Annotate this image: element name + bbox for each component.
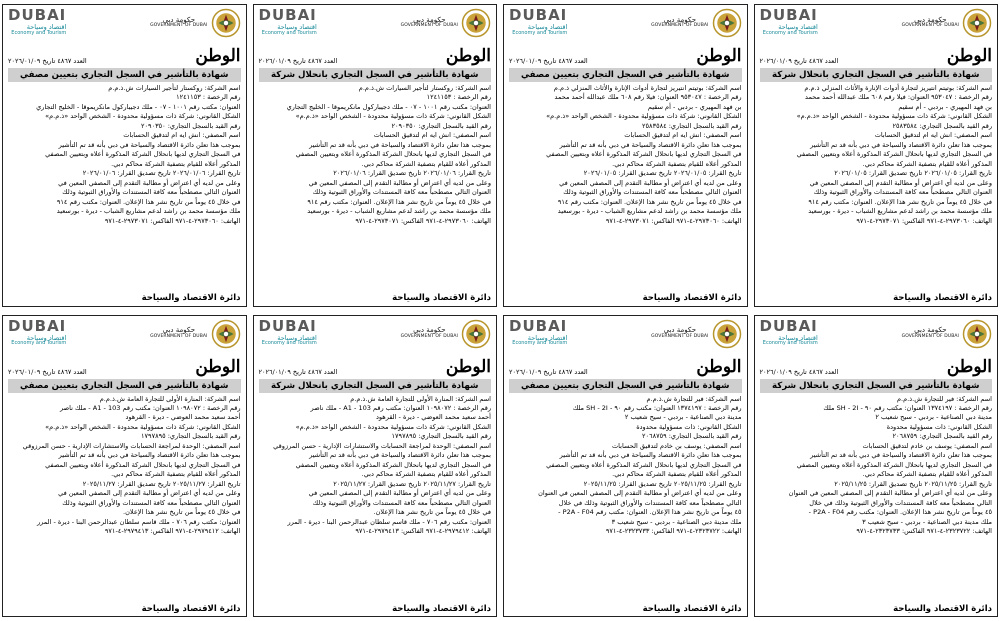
notice-line: اسم المصفي: يوسف بن خادم لتدقيق الحسابات — [611, 441, 742, 450]
notice-line: وعلى من لديه أي اعتراض أو مطالبة التقدم إلى المصفي المعين في — [58, 489, 241, 498]
notice-line: في خلال ٤٥ يوماً من تاريخ نشر هذا الإعلان. — [123, 508, 241, 517]
notice-line: اسم الشركة: بوتيتم انتيريز لتجارة أدوات الإنارة والأثاث المنزلي ذ.م.م — [804, 84, 992, 92]
notice-header — [259, 8, 492, 46]
notice-line: الهاتف: ٢٩٧٩٤١٢-٤-٩٧١ الفاكس: ٢٩٧٩٤١٣-٤-٩٧١ — [104, 527, 241, 536]
notice-header — [509, 316, 742, 357]
notice-line: بن فهد المهيري - بردبي - أم سقيم — [647, 102, 742, 111]
notice-line: في خلال ٤٥ يوماً من تاريخ نشر هذا الإعلان. العنوان: مكتب رقم ٩١٤ — [808, 197, 992, 206]
notice-line: تاريخ القرار: ٢٠٢٥/١١/٢٧ تاريخ تصديق القرار: ٢٠٢٥/١١/٢٧ — [82, 479, 241, 488]
notice-headline: شهادة بالتأشير في السجل التجاري بتعيين مصفي — [8, 379, 241, 393]
notice-line: تاريخ القرار: ٢٠٢٥/١١/٢٧ تاريخ تصديق القرار: ٢٠٢٥/١١/٢٧ — [333, 479, 491, 488]
notice-footer: دائرة الاقتصاد والسياحة — [893, 293, 992, 304]
notice-body — [509, 82, 742, 294]
dubai-emblem-icon — [712, 319, 742, 349]
notice-line: الهاتف: ٢٣٢٣٧٢٢-٤-٩٧١ الفاكس: ٢٣٢٣٧٣٣-٤-٩٧١ — [856, 527, 992, 536]
notice-line: بموجب هذا تعلن دائرة الاقتصاد والسياحة في دبي بأنه قد تم التأشير — [559, 140, 742, 149]
notice-line: المذكور أعلاه للقيام بتصفية الشركة محاكم دبي. — [862, 470, 992, 479]
notice-line: رقم الرخصة : ١٣٧٤١٩٧ العنوان: مكتب رقم ٩٠ - SH - 2I ملك — [823, 403, 992, 412]
notice-line: العنوان التالي مصطحباً معه كافة المستندات والأوراق الثبوتية وذلك — [563, 188, 742, 197]
issue-date: تاريخ ٢٠٢٦/٠١/٠٩ — [759, 367, 807, 376]
notice-line: بموجب هذا تعلن دائرة الاقتصاد والسياحة في دبي بأنه قد تم التأشير — [58, 140, 241, 149]
issue-info — [259, 57, 338, 65]
notice-line: تاريخ القرار: ٢٠٢٥/١١/٢٥ تاريخ تصديق القرار: ٢٠٢٥/١١/٢٥ — [583, 479, 742, 488]
notice-line: في خلال ٤٥ يوماً من تاريخ نشر هذا الإعلان. العنوان: مكتب رقم ٩١٤ — [307, 197, 491, 206]
notice-line: أحمد سعيد محمد العوضي - ديرة - القرهود — [125, 413, 241, 422]
notice-card — [253, 315, 498, 618]
notice-line: الشكل القانوني: شركة ذات مسؤولية محدودة - الشخص الواحد «ذ.م.م» — [796, 112, 992, 121]
notice-body — [760, 393, 993, 605]
dubai-economy-tourism-logo — [258, 316, 317, 347]
government-of-dubai-logo — [150, 319, 240, 349]
government-of-dubai-logo — [651, 8, 741, 38]
notice-header — [258, 316, 492, 357]
notice-line: التالي مصطحباً معه كافة المستندات والأوراق الثبوتية وذلك في خلال — [809, 498, 992, 507]
notice-line: بن فهد المهيري - بردبي - أم سقيم — [898, 102, 992, 111]
government-of-dubai-logo — [150, 8, 240, 38]
notice-line: رقم الرخصة : ٩٥٣٠٤٧ العنوان: فيلا رقم ٦٠٨ ملك عبدالله أحمد محمد — [554, 93, 742, 102]
notice-line: في السجل التجاري لديها بانحلال الشركة المذكورة أعلاه وبتعيين المصفي — [796, 460, 992, 469]
notice-line: رقم القيد بالسجل التجاري: ١٧٩٧٨٩٥ — [141, 432, 241, 441]
notice-line: اسم المصفي: الوحدة لمراجعة الحسابات والاستشارات الإدارية - حسن المرزوقي — [273, 441, 491, 450]
dubai-logo-ar: اقتصاد وسياحة — [277, 23, 317, 31]
notice-line: اسم الشركة: روكستار لتأجير السيارات ش.ذ.م.م — [108, 84, 241, 92]
gov-name-en: GOVERNMENT OF DUBAI — [150, 23, 208, 29]
notice-line: تاريخ القرار: ٢٠٢٥/١١/٢٥ تاريخ تصديق القرار: ٢٠٢٥/١١/٢٥ — [834, 479, 992, 488]
notice-line: اسم الشركة: فير للتجارة ش.ذ.م.م — [646, 394, 742, 403]
notice-line: الشكل القانوني: شركة ذات مسؤولية محدودة - الشخص الواحد «ذ.م.م» — [295, 422, 491, 431]
notice-line: رقم القيد بالسجل التجاري: ٢٠٩٠٣٥٠ — [141, 121, 241, 130]
notice-footer: دائرة الاقتصاد والسياحة — [141, 293, 241, 304]
issue-date: تاريخ ٢٠٢٦/٠١/٠٩ — [258, 367, 306, 376]
gov-name-ar: حكومة دبي — [413, 326, 446, 335]
notice-line: العنوان التالي مصطحباً معه كافة المستندات والأوراق الثبوتية وذلك — [312, 498, 491, 507]
notice-line: مدينة دبي الصناعية - بردبي - سيح شعيب ٢ — [875, 413, 992, 422]
notice-line: بموجب هذا تعلن دائرة الاقتصاد والسياحة في دبي بأنه قد تم التأشير — [810, 140, 992, 149]
dubai-economy-tourism-logo — [759, 316, 818, 347]
gov-name-en: GOVERNMENT OF DUBAI — [651, 333, 709, 339]
gov-name-ar: حكومة دبي — [413, 15, 446, 24]
notice-body — [8, 82, 241, 294]
newspaper-name: الوطن — [946, 356, 992, 377]
notice-headline: شهادة بالتأشير في السجل التجاري بتعيين مصفي — [509, 68, 742, 82]
notice-line: ملك مدينة دبي الصناعية - بردبي - سيح شعيب ٣ — [611, 517, 742, 526]
notice-line: الشكل القانوني: شركة ذات مسؤولية محدودة - الشخص الواحد «ذ.م.م» — [45, 112, 241, 121]
notice-line: في خلال ٤٥ يوماً من تاريخ نشر هذا الإعلان. العنوان: مكتب رقم ٩١٤ — [56, 197, 241, 206]
notice-line: رقم الرخصة : ١٢٤١١٥٣ — [426, 93, 491, 102]
gov-name-ar: حكومة دبي — [663, 326, 697, 335]
dubai-emblem-icon — [461, 8, 491, 38]
notice-line: بموجب هذا تعلن دائرة الاقتصاد والسياحة في دبي بأنه قد تم التأشير — [309, 451, 491, 460]
notice-line: وعلى من لديه أي اعتراض أو مطالبة التقدم إلى المصفي المعين في — [308, 489, 491, 498]
gov-name-en: GOVERNMENT OF DUBAI — [150, 333, 208, 339]
masthead — [509, 356, 742, 377]
notice-body — [509, 393, 742, 605]
issue-info — [509, 57, 588, 65]
notice-line: اسم المصفي: انش ايه ام لتدقيق الحسابات — [874, 131, 992, 140]
issue-date: تاريخ ٢٠٢٦/٠١/٠٩ — [258, 57, 306, 65]
dubai-logo-text: DUBAI — [8, 316, 67, 335]
dubai-logo-ar: اقتصاد وسياحة — [26, 333, 67, 342]
dubai-emblem-icon — [211, 319, 241, 349]
notice-headline: شهادة بالتأشير في السجل التجاري بتعيين مصفي — [509, 379, 742, 393]
gov-name-ar: حكومة دبي — [914, 15, 947, 24]
notice-line: العنوان التالي مصطحباً معه كافة المستندات والأوراق الثبوتية وذلك — [62, 188, 241, 197]
notice-line: العنوان: مكتب رقم ٧٠٦ - ملك قاسم سلطان عبدالرحمن البنا - ديرة - المرر — [36, 517, 241, 526]
dubai-logo-en: Economy and Tourism — [762, 29, 818, 36]
notice-footer: دائرة الاقتصاد والسياحة — [392, 293, 491, 304]
notice-line: العنوان التالي مصطحباً معه كافة المستندات والأوراق الثبوتية وذلك — [62, 498, 241, 507]
notice-footer: دائرة الاقتصاد والسياحة — [893, 603, 992, 614]
notice-line: العنوان التالي مصطحباً معه كافة المستندات والأوراق الثبوتية وذلك — [813, 188, 992, 197]
dubai-logo-text: DUBAI — [258, 316, 317, 335]
notice-line: في السجل التجاري لديها بانحلال الشركة المذكورة أعلاه وبتعيين المصفي — [45, 150, 241, 159]
notice-body — [259, 82, 492, 294]
notice-line: المذكور أعلاه للقيام بتصفية الشركة محاكم دبي. — [862, 159, 992, 168]
issue-info — [8, 368, 87, 376]
masthead — [258, 356, 492, 377]
dubai-logo-text: DUBAI — [258, 6, 317, 24]
notice-line: تاريخ القرار: ٢٠٢٦/٠١/٠٦ تاريخ تصديق القرار: ٢٠٢٦/٠١/٠٦ — [333, 169, 491, 178]
dubai-logo-text: DUBAI — [759, 316, 818, 335]
notice-line: اسم المصفي: انش ايه ام لتدقيق الحسابات — [123, 131, 241, 140]
dubai-economy-tourism-logo — [509, 8, 567, 36]
notice-line: وعلى من لديه أي اعتراض أو مطالبة التقدم إلى المصفي المعين في — [559, 178, 742, 187]
notice-line: الهاتف: ٢٩٧٣٠٦٠-٤-٩٧١ الفاكس: ٢٩٧٣٠٧١-٤-٩٧١ — [856, 216, 992, 225]
notice-header — [8, 8, 241, 46]
notice-line: رقم القيد بالسجل التجاري: ٢٥٨٣٥٨٤ — [892, 121, 992, 130]
dubai-logo-text: DUBAI — [759, 6, 818, 24]
notice-header — [509, 8, 742, 46]
notice-card — [253, 4, 498, 307]
notice-line: وعلى من لديه أي اعتراض أو مطالبة التقدم إلى المصفي المعين في — [308, 178, 491, 187]
notice-line: الشكل القانوني: ذات مسؤولية محدودة — [636, 422, 742, 431]
dubai-emblem-icon — [211, 8, 241, 38]
notice-line: العنوان: مكتب رقم ١٠٠١ - ٠٧ - ملك دجيباركول مانكريموقا - الخليج التجاري — [286, 102, 491, 111]
notice-line: اسم المصفي: انش ايه ام لتدقيق الحسابات — [373, 131, 491, 140]
notice-line: العنوان: مكتب رقم ٧٠٦ - ملك قاسم سلطان عبدالرحمن البنا - ديرة - المرر — [287, 517, 491, 526]
notice-line: اسم الشركة: المنارة الأولى للتجارة العامة ش.ذ.م.م — [350, 394, 491, 403]
notice-card — [2, 4, 247, 307]
notice-line: تاريخ القرار: ٢٠٢٦/٠١/٠٥ تاريخ تصديق القرار: ٢٠٢٦/٠١/٠٥ — [583, 169, 742, 178]
notice-header — [8, 316, 241, 357]
notice-line: اسم المصفي: يوسف بن خادم لتدقيق الحسابات — [862, 441, 992, 450]
notice-footer: دائرة الاقتصاد والسياحة — [141, 603, 241, 614]
notice-line: الهاتف: ٢٩٧٩٤١٢-٤-٩٧١ الفاكس: ٢٩٧٩٤١٣-٤-٩٧١ — [355, 527, 491, 536]
notice-line: ملك مدينة دبي الصناعية - بردبي - سيح شعيب ٣ — [862, 517, 992, 526]
notice-card — [2, 315, 247, 618]
dubai-logo-ar: اقتصاد وسياحة — [277, 333, 317, 342]
government-of-dubai-logo — [401, 319, 491, 349]
notice-line: ملك مؤسسة محمد بن راشد لدعم مشاريع الشباب - ديرة - بورسعيد — [808, 207, 992, 216]
notice-line: الهاتف: ٢٩٧٣٠٦٠-٤-٩٧١ الفاكس: ٢٩٧٣٠٧١-٤-٩٧١ — [104, 216, 241, 225]
notice-card — [754, 315, 999, 618]
government-of-dubai-logo — [902, 8, 992, 38]
notice-line: بموجب هذا تعلن دائرة الاقتصاد والسياحة في دبي بأنه قد تم التأشير — [810, 451, 992, 460]
issue-date: تاريخ ٢٠٢٦/٠١/٠٩ — [8, 57, 56, 65]
notice-line: العنوان: مكتب رقم ١٠٠١ - ٠٧ - ملك دجيباركول مانكريموقا - الخليج التجاري — [36, 102, 241, 111]
notice-line: الهاتف: ٢٣٢٣٧٢٢-٤-٩٧١ الفاكس: ٢٣٢٣٧٣٣-٤-٩٧١ — [605, 527, 742, 536]
notice-line: رقم الرخصة : ١٠٩٨٠٧٢ العنوان: مكتب رقم 103 - A1 - ملك ناصر — [59, 403, 241, 412]
dubai-logo-ar: اقتصاد وسياحة — [778, 333, 818, 342]
masthead — [509, 48, 742, 65]
notice-line: في السجل التجاري لديها بانحلال الشركة المذكورة أعلاه وبتعيين المصفي — [546, 460, 742, 469]
notice-line: رقم الرخصة : ١٠٩٨٠٧٢ العنوان: مكتب رقم 103 - A1 - ملك ناصر — [310, 403, 491, 412]
notice-line: المذكور أعلاه للقيام بتصفية الشركة محاكم دبي. — [612, 159, 742, 168]
gov-name-en: GOVERNMENT OF DUBAI — [651, 23, 709, 29]
notice-line: بموجب هذا تعلن دائرة الاقتصاد والسياحة في دبي بأنه قد تم التأشير — [58, 451, 241, 460]
newspaper-name: الوطن — [696, 46, 742, 66]
notice-line: الهاتف: ٢٩٧٣٠٦٠-٤-٩٧١ الفاكس: ٢٩٧٣٠٧١-٤-٩٧١ — [355, 216, 491, 225]
notice-footer: دائرة الاقتصاد والسياحة — [392, 603, 491, 614]
notice-line: في خلال ٤٥ يوماً من تاريخ نشر هذا الإعلان. — [373, 508, 491, 517]
dubai-emblem-icon — [962, 319, 992, 349]
issue-number: العدد ٤٨٦٧ — [558, 367, 588, 376]
notice-header — [760, 8, 993, 46]
notice-line: اسم المصفي: انش ايه ام لتدقيق الحسابات — [624, 131, 742, 140]
notice-line: اسم المصفي: الوحدة لمراجعة الحسابات والاستشارات الإدارية - حسن المرزوقي — [22, 441, 241, 450]
issue-number: العدد ٤٨٦٧ — [307, 367, 338, 376]
notice-line: رقم الرخصة : ١٢٤١١٥٣ — [176, 93, 241, 102]
notice-line: رقم القيد بالسجل التجاري: ٢٠٦٨٧٥٩ — [642, 432, 742, 441]
issue-date: تاريخ ٢٠٢٦/٠١/٠٩ — [759, 57, 807, 65]
notice-line: أحمد سعيد محمد العوضي - ديرة - القرهود — [375, 413, 491, 422]
newspaper-name: الوطن — [195, 46, 241, 66]
issue-number: العدد ٤٨٦٧ — [808, 57, 839, 65]
notice-line: اسم الشركة: المنارة الأولى للتجارة العامة ش.ذ.م.م — [99, 394, 241, 403]
dubai-logo-en: Economy and Tourism — [762, 340, 818, 346]
dubai-logo-en: Economy and Tourism — [512, 29, 568, 36]
gov-name-ar: حكومة دبي — [914, 326, 947, 335]
notice-headline: شهادة بالتأشير في السجل التجاري بانحلال شركة — [259, 68, 492, 82]
notice-line: رقم الرخصة : ٩٥٣٠٤٧ العنوان: فيلا رقم ٦٠٨ ملك عبدالله أحمد محمد — [805, 93, 992, 102]
dubai-logo-ar: اقتصاد وسياحة — [527, 23, 568, 31]
notice-line: الشكل القانوني: شركة ذات مسؤولية محدودة - الشخص الواحد «ذ.م.م» — [45, 422, 241, 431]
notice-line: الشكل القانوني: شركة ذات مسؤولية محدودة - الشخص الواحد «ذ.م.م» — [546, 112, 742, 121]
dubai-economy-tourism-logo — [760, 8, 818, 36]
notice-line: رقم القيد بالسجل التجاري: ٢٥٨٣٥٨٤ — [642, 121, 742, 130]
notice-footer: دائرة الاقتصاد والسياحة — [642, 293, 742, 304]
dubai-economy-tourism-logo — [8, 316, 67, 347]
masthead — [259, 48, 492, 65]
masthead — [760, 48, 993, 65]
notice-line: في السجل التجاري لديها بانحلال الشركة المذكورة أعلاه وبتعيين المصفي — [295, 150, 491, 159]
notice-line: في السجل التجاري لديها بانحلال الشركة المذكورة أعلاه وبتعيين المصفي — [796, 150, 992, 159]
dubai-logo-en: Economy and Tourism — [261, 340, 317, 346]
issue-number: العدد ٤٨٦٧ — [558, 57, 588, 65]
notice-line: اسم الشركة: فير للتجارة ش.ذ.م.م — [896, 394, 992, 403]
notice-card — [503, 315, 748, 618]
newspaper-name: الوطن — [445, 356, 491, 377]
government-of-dubai-logo — [902, 319, 992, 349]
notice-body — [259, 393, 492, 605]
dubai-logo-ar: اقتصاد وسياحة — [26, 23, 67, 31]
issue-date: تاريخ ٢٠٢٦/٠١/٠٩ — [509, 57, 557, 65]
notice-line: بموجب هذا تعلن دائرة الاقتصاد والسياحة في دبي بأنه قد تم التأشير — [559, 451, 742, 460]
notice-line: الشكل القانوني: ذات مسؤولية محدودة — [886, 422, 992, 431]
masthead — [8, 48, 241, 65]
notice-line: في السجل التجاري لديها بانحلال الشركة المذكورة أعلاه وبتعيين المصفي — [546, 150, 742, 159]
notice-footer: دائرة الاقتصاد والسياحة — [642, 603, 742, 614]
notice-line: الشكل القانوني: شركة ذات مسؤولية محدودة - الشخص الواحد «ذ.م.م» — [295, 112, 491, 121]
gov-name-ar: حكومة دبي — [162, 326, 196, 335]
gov-name-ar: حكومة دبي — [162, 15, 196, 24]
government-of-dubai-logo — [401, 8, 491, 38]
issue-date: تاريخ ٢٠٢٦/٠١/٠٩ — [8, 367, 56, 376]
dubai-economy-tourism-logo — [259, 8, 317, 36]
dubai-logo-text: DUBAI — [509, 316, 568, 335]
dubai-logo-ar: اقتصاد وسياحة — [778, 23, 818, 31]
newspaper-name: الوطن — [696, 356, 742, 377]
issue-date: تاريخ ٢٠٢٦/٠١/٠٩ — [509, 367, 557, 376]
notice-headline: شهادة بالتأشير في السجل التجاري بانحلال شركة — [760, 68, 993, 82]
dubai-logo-en: Economy and Tourism — [11, 340, 67, 346]
masthead — [759, 356, 993, 377]
notice-line: رقم القيد بالسجل التجاري: ١٧٩٧٨٩٥ — [391, 432, 491, 441]
notice-line: رقم القيد بالسجل التجاري: ٢٠٦٨٧٥٩ — [892, 432, 992, 441]
notice-header — [759, 316, 993, 357]
notice-card — [754, 4, 999, 307]
notice-line: وعلى من لديه أي اعتراض أو مطالبة التقدم إلى المصفي المعين في العنوان — [788, 489, 992, 498]
notice-line: ٤٥ يوماً من تاريخ نشر هذا الإعلان. العنوان: مكتب رقم P2A - F04 - — [558, 508, 742, 517]
dubai-logo-text: DUBAI — [509, 6, 568, 24]
notice-line: اسم الشركة: روكستار لتأجير السيارات ش.ذ.م.م — [358, 84, 491, 92]
notice-line: وعلى من لديه أي اعتراض أو مطالبة التقدم إلى المصفي المعين في العنوان — [538, 489, 742, 498]
notice-card — [503, 4, 748, 307]
notice-line: مدينة دبي الصناعية - بردبي - سيح شعيب ٢ — [624, 413, 742, 422]
notice-line: المذكور أعلاه للقيام بتصفية الشركة محاكم دبي. — [111, 159, 241, 168]
notice-line: رقم الرخصة : ١٣٧٤١٩٧ العنوان: مكتب رقم ٩٠ - SH - 2I ملك — [572, 403, 742, 412]
dubai-logo-en: Economy and Tourism — [11, 29, 67, 36]
notice-headline: شهادة بالتأشير في السجل التجاري بتعيين مصفي — [8, 68, 241, 82]
notice-line: المذكور أعلاه للقيام بتصفية الشركة محاكم دبي. — [111, 470, 241, 479]
dubai-emblem-icon — [712, 8, 742, 38]
issue-number: العدد ٤٨٦٧ — [57, 367, 87, 376]
notice-line: تاريخ القرار: ٢٠٢٦/٠١/٠٥ تاريخ تصديق القرار: ٢٠٢٦/٠١/٠٥ — [834, 169, 992, 178]
notice-line: ملك مؤسسة محمد بن راشد لدعم مشاريع الشباب - ديرة - بورسعيد — [56, 207, 241, 216]
government-of-dubai-logo — [651, 319, 741, 349]
notice-line: الهاتف: ٢٩٧٣٠٦٠-٤-٩٧١ الفاكس: ٢٩٧٣٠٧١-٤-٩٧١ — [605, 216, 742, 225]
newspaper-name: الوطن — [946, 46, 992, 66]
notice-body — [760, 82, 993, 294]
issue-number: العدد ٤٨٦٧ — [808, 367, 839, 376]
notice-line: في السجل التجاري لديها بانحلال الشركة المذكورة أعلاه وبتعيين المصفي — [45, 460, 241, 469]
issue-number: العدد ٤٨٦٧ — [307, 57, 338, 65]
notice-line: في السجل التجاري لديها بانحلال الشركة المذكورة أعلاه وبتعيين المصفي — [295, 460, 491, 469]
notice-line: المذكور أعلاه للقيام بتصفية الشركة محاكم دبي. — [612, 470, 742, 479]
notice-line: اسم الشركة: بوتيتم انتيريز لتجارة أدوات الإنارة والأثاث المنزلي ذ.م.م — [553, 84, 742, 92]
notice-line: تاريخ القرار: ٢٠٢٦/٠١/٠٦ تاريخ تصديق القرار: ٢٠٢٦/٠١/٠٦ — [82, 169, 241, 178]
notice-line: رقم القيد بالسجل التجاري: ٢٠٩٠٣٥٠ — [391, 121, 491, 130]
notice-headline: شهادة بالتأشير في السجل التجاري بانحلال شركة — [760, 379, 993, 393]
notice-line: ملك مؤسسة محمد بن راشد لدعم مشاريع الشباب - ديرة - بورسعيد — [557, 207, 742, 216]
issue-info — [760, 57, 839, 65]
dubai-economy-tourism-logo — [8, 8, 66, 36]
notice-line: بموجب هذا تعلن دائرة الاقتصاد والسياحة في دبي بأنه قد تم التأشير — [309, 140, 491, 149]
dubai-logo-text: DUBAI — [8, 6, 67, 24]
notice-body — [8, 393, 241, 605]
issue-number: العدد ٤٨٦٧ — [57, 57, 87, 65]
notice-headline: شهادة بالتأشير في السجل التجاري بانحلال شركة — [259, 379, 492, 393]
newspaper-name: الوطن — [195, 356, 241, 377]
dubai-logo-ar: اقتصاد وسياحة — [527, 333, 568, 342]
issue-info — [509, 368, 588, 376]
notice-line: وعلى من لديه أي اعتراض أو مطالبة التقدم إلى المصفي المعين في — [58, 178, 241, 187]
masthead — [8, 356, 241, 377]
dubai-logo-en: Economy and Tourism — [261, 29, 317, 36]
gov-name-ar: حكومة دبي — [663, 15, 697, 24]
issue-info — [760, 368, 839, 376]
dubai-emblem-icon — [962, 8, 992, 38]
notice-line: المذكور أعلاه للقيام بتصفية الشركة محاكم دبي. — [361, 159, 491, 168]
dubai-logo-en: Economy and Tourism — [512, 340, 568, 346]
notice-line: في خلال ٤٥ يوماً من تاريخ نشر هذا الإعلان. العنوان: مكتب رقم ٩١٤ — [557, 197, 742, 206]
notice-line: التالي مصطحباً معه كافة المستندات والأوراق الثبوتية وذلك في خلال — [558, 498, 742, 507]
newspaper-name: الوطن — [445, 46, 491, 66]
gov-name-en: GOVERNMENT OF DUBAI — [400, 333, 458, 339]
issue-info — [259, 368, 338, 376]
gov-name-en: GOVERNMENT OF DUBAI — [901, 23, 959, 29]
notice-line: العنوان التالي مصطحباً معه كافة المستندات والأوراق الثبوتية وذلك — [312, 188, 491, 197]
gov-name-en: GOVERNMENT OF DUBAI — [400, 23, 458, 29]
notice-line: ملك مؤسسة محمد بن راشد لدعم مشاريع الشباب - ديرة - بورسعيد — [307, 207, 491, 216]
notice-line: وعلى من لديه أي اعتراض أو مطالبة التقدم إلى المصفي المعين في — [809, 178, 992, 187]
dubai-emblem-icon — [461, 319, 491, 349]
gov-name-en: GOVERNMENT OF DUBAI — [901, 333, 959, 339]
notice-line: ٤٥ يوماً من تاريخ نشر هذا الإعلان. العنوان: مكتب رقم P2A - F04 - — [808, 508, 992, 517]
issue-info — [8, 57, 87, 65]
notice-line: المذكور أعلاه للقيام بتصفية الشركة محاكم دبي. — [361, 470, 491, 479]
dubai-economy-tourism-logo — [509, 316, 568, 347]
